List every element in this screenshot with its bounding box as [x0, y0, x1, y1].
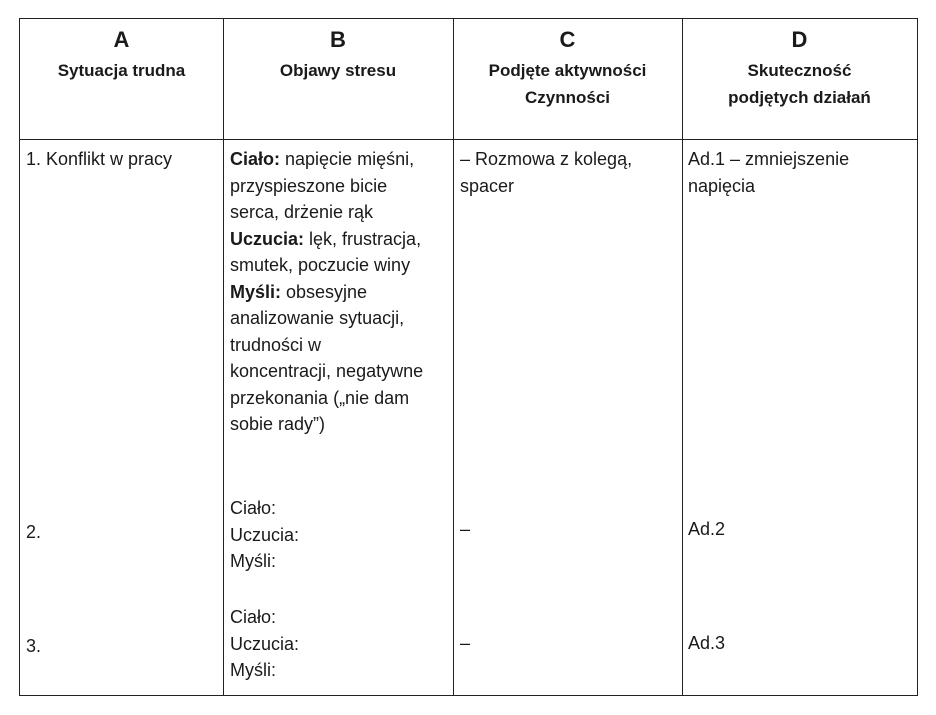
symptom-line: Myśli: — [230, 660, 276, 680]
feelings-text: lęk, frustracja, — [304, 228, 422, 249]
symptom-line: serca, drżenie rąk — [230, 202, 374, 222]
row1-symptoms — [230, 146, 423, 438]
symptom-line: analizowanie sytuacji, — [230, 308, 405, 328]
effectiveness-line: Ad.1 – zmniejszenie — [688, 149, 850, 169]
column-title-line: Podjęte aktywności — [488, 61, 647, 80]
row1-activities — [460, 146, 632, 199]
symptom-line: Uczucia: — [230, 633, 300, 654]
row3-activities: – — [460, 633, 471, 653]
body-label: Ciało: — [230, 149, 281, 169]
symptom-line: przekonania („nie dam — [230, 387, 410, 408]
row3-symptoms — [230, 604, 299, 684]
column-letter: B — [330, 27, 346, 52]
symptom-line: Myśli: — [230, 551, 276, 571]
column-title-line: podjętych działań — [728, 88, 871, 107]
feelings-label: Uczucia: — [230, 228, 305, 249]
activity-line: spacer — [460, 175, 515, 196]
column-title — [682, 57, 917, 111]
body-text: napięcie mięśni, — [280, 149, 415, 169]
column-header-a — [20, 19, 223, 139]
row2-symptoms — [230, 495, 299, 575]
thoughts-label: Myśli: — [230, 281, 282, 302]
column-header-d — [682, 19, 917, 139]
symptom-line: Ciało: — [230, 607, 277, 627]
column-title — [453, 57, 682, 111]
column-letter: A — [113, 27, 130, 52]
column-letter: C — [559, 27, 576, 52]
header-divider — [20, 139, 917, 140]
column-title-line: Czynności — [524, 88, 611, 107]
symptom-line: sobie rady”) — [230, 414, 326, 434]
row3-effectiveness: Ad.3 — [688, 633, 726, 653]
effectiveness-line: napięcia — [688, 175, 756, 196]
row1-effectiveness — [688, 146, 849, 199]
column-header-b — [223, 19, 453, 139]
symptom-line — [230, 279, 423, 306]
symptom-line: Uczucia: — [230, 524, 300, 545]
stress-analysis-table — [19, 18, 918, 696]
symptom-line: smutek, poczucie winy — [230, 255, 411, 275]
column-title: Objawy stresu — [279, 61, 397, 80]
symptom-line: trudności w — [230, 334, 322, 355]
symptom-line: koncentracji, negatywne — [230, 361, 424, 381]
symptom-line: Ciało: — [230, 498, 277, 518]
column-title: Sytuacja trudna — [57, 61, 186, 80]
symptom-line: przyspieszone bicie — [230, 175, 388, 196]
row2-situation: 2. — [26, 522, 42, 542]
row3-situation: 3. — [26, 636, 42, 656]
thoughts-text: obsesyjne — [281, 281, 368, 302]
symptom-line — [230, 146, 423, 173]
row2-effectiveness: Ad.2 — [688, 519, 726, 539]
column-header-c — [453, 19, 682, 139]
activity-line: – Rozmowa z kolegą, — [460, 149, 633, 169]
symptom-line — [230, 226, 423, 253]
row2-activities: – — [460, 519, 471, 539]
column-title-line: Skuteczność — [747, 61, 852, 80]
column-letter: D — [791, 27, 808, 52]
row1-situation: 1. Konflikt w pracy — [26, 149, 173, 169]
